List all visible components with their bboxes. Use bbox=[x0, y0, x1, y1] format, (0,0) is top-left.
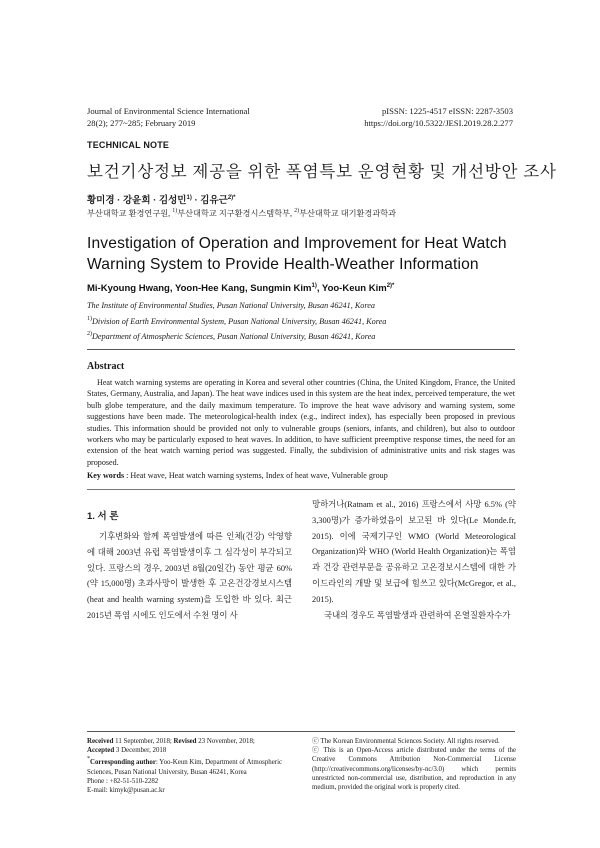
korean-authors-sep: · 김유근 bbox=[191, 195, 228, 206]
phone: Phone : +82-51-510-2282 bbox=[87, 777, 159, 785]
english-affil-2-sup: 2) bbox=[87, 331, 92, 337]
footnote-divider bbox=[87, 731, 515, 732]
korean-authors-main: 황미경 · 강윤희 · 김성민 bbox=[87, 195, 187, 206]
article-type: TECHNICAL NOTE bbox=[87, 140, 170, 150]
corresponding-author bbox=[87, 755, 292, 776]
keywords-list: : Heat wave, Heat watch warning systems, Index of heat wave, Vulnerable group bbox=[124, 471, 388, 480]
received-line bbox=[87, 737, 292, 746]
korean-affil-c: 부산대학교 대기환경과학과 bbox=[299, 209, 397, 218]
revised-date: 23 November, 2018; bbox=[196, 738, 255, 745]
received-date: 11 September, 2018; bbox=[113, 738, 174, 745]
accepted-label: Accepted bbox=[87, 747, 115, 755]
intro-right-para-1: 망하거나(Ratnam et al., 2016) 프랑스에서 사망 6.5% (약 3,300명)가 증가하였음이 보고된 바 있다(Le Monde.fr, 2015). 이에 국제기구인 WMO (World Meteorological Organization)와 WHO (World Health Organization)는 폭염과 건강 관련부문을 공유하고 고온경보시스템에 대한 가이드라인의 개발 및 보급에 힘쓰고 있다(McGregor, et al., 2015). bbox=[312, 500, 516, 604]
footnote-license bbox=[312, 737, 516, 792]
received-label: Received bbox=[87, 738, 114, 745]
issn: pISSN: 1225-4517 eISSN: 2287-3503 bbox=[381, 106, 513, 116]
email-link[interactable]: E-mail: kimyk@pusan.ac.kr bbox=[87, 787, 165, 795]
corr-text: : Yoo-Keun Kim, Department of Atmospheric Sciences, Pusan National University, Busan 46241, Korea bbox=[87, 759, 283, 776]
korean-author-sup-1: 1) bbox=[186, 195, 192, 201]
korean-author-sup-2: 2)* bbox=[227, 195, 236, 201]
journal-name: Journal of Environmental Science International bbox=[87, 106, 250, 116]
english-affil-2: Department of Atmospheric Sciences, Pusan National University, Busan 46241, Korea bbox=[92, 332, 376, 341]
abstract-heading: Abstract bbox=[87, 361, 125, 372]
doi-link[interactable]: https://doi.org/10.5322/JESI.2019.28.2.277 bbox=[364, 117, 513, 128]
korean-affil-sup-2: 2) bbox=[294, 208, 300, 214]
accepted-line bbox=[87, 746, 292, 755]
english-authors bbox=[87, 283, 394, 294]
license-notice: ⓒ This is an Open-Access article distributed under the terms of the Creative Commons Attribution Non-Commercial License (http://creativecommons.org/licenses/by-nc/3.0) which permits unrestricted non-commercial use, distribution, and reproduction in any medium, provided the original work is properly cited. bbox=[312, 747, 516, 792]
intro-left-column: 기후변화와 함께 폭염발생에 따른 인체(건강) 악영향에 대해 2003년 유럽 폭염발생이후 그 심각성이 부각되고 있다. 프랑스의 경우, 2003년 8월(20일간) 동안 평균 60%(약 15,000명) 초과사망이 발생한 후 고온건강경보시스템(heat and health warning system)을 도입한 바 있다. 최근 2015년 폭염 시에도 인도에서 수천 명이 사 bbox=[87, 532, 292, 620]
intro-right-column bbox=[312, 497, 516, 623]
journal-identifiers bbox=[364, 106, 513, 129]
english-affil-1: Division of Earth Environmental System, Pusan National University, Busan 46241, Korea bbox=[92, 316, 387, 326]
abstract-body: Heat watch warning systems are operating in Korea and several other countries (China, the United Kingdom, France, the United States, Germany, Australia, and Japan). The heat wave indices used in this system are the heat index, perceived temperature, the wet bulb globe temperature, and the daily maximum temperature. To improve the heat wave advisory and warning system, some suggestions have been made. The meteorological-health index (e.g., indirect index), has especially been proposed in previous studies. This information should be provided not only to vulnerable groups (seniors, infants, and children), but also to outdoor workers who may be particularly exposed to heat waves. In addition, to have sufficient preemptive response times, the need for an extension of the heat watch warning period was suggested. Finally, the subdivision of administrative units and risk stages was proposed. bbox=[87, 378, 515, 467]
korean-affil-b: 부산대학교 지구환경시스템학부, bbox=[177, 209, 295, 218]
corr-sup: * bbox=[87, 756, 90, 763]
corr-label: Corresponding author bbox=[90, 759, 156, 767]
english-authors-main: Mi-Kyoung Hwang, Yoon-Hee Kang, Sungmin Kim bbox=[87, 283, 312, 294]
abstract-top-divider bbox=[87, 349, 515, 350]
korean-affiliations bbox=[87, 208, 396, 219]
english-affil-2-line bbox=[87, 328, 386, 344]
keywords bbox=[87, 471, 515, 480]
revised-label: Revised bbox=[173, 738, 197, 745]
volume-pages: 28(2); 277~285; February 2019 bbox=[87, 117, 196, 128]
korean-affil-a: 부산대학교 환경연구원, bbox=[87, 209, 173, 218]
korean-affil-sup-1: 1) bbox=[172, 208, 178, 214]
english-affil-1-sup: 1) bbox=[87, 315, 92, 322]
english-authors-sep: , Yoo-Keun Kim bbox=[316, 283, 387, 294]
english-affil-1-line bbox=[87, 313, 386, 329]
keywords-label: Key words bbox=[87, 471, 125, 480]
korean-title: 보건기상정보 제공을 위한 폭염특보 운영현황 및 개선방안 조사 bbox=[87, 162, 557, 181]
section-heading-introduction: 1. 서 론 bbox=[87, 511, 119, 522]
copyright-notice: ⓒ The Korean Environmental Sciences Society. All rights reserved. bbox=[312, 738, 500, 745]
accepted-date: 3 December, 2018 bbox=[114, 747, 167, 755]
abstract-bottom-divider bbox=[87, 489, 515, 490]
english-affil-0: The Institute of Environmental Studies, Pusan National University, Busan 46241, Korea bbox=[87, 301, 375, 310]
english-author-sup-2: 2)* bbox=[386, 283, 395, 289]
english-title: Investigation of Operation and Improvement for Heat Watch Warning System to Provide Health-Weather Information bbox=[87, 235, 507, 273]
footnote-dates-contact bbox=[87, 737, 292, 795]
english-author-sup-1: 1) bbox=[311, 283, 317, 289]
english-affiliations bbox=[87, 299, 386, 344]
korean-authors bbox=[87, 192, 235, 206]
intro-right-para-2: 국내의 경우도 폭염발생과 관련하여 온열질환자수가 bbox=[324, 610, 511, 620]
journal-info bbox=[87, 106, 250, 129]
